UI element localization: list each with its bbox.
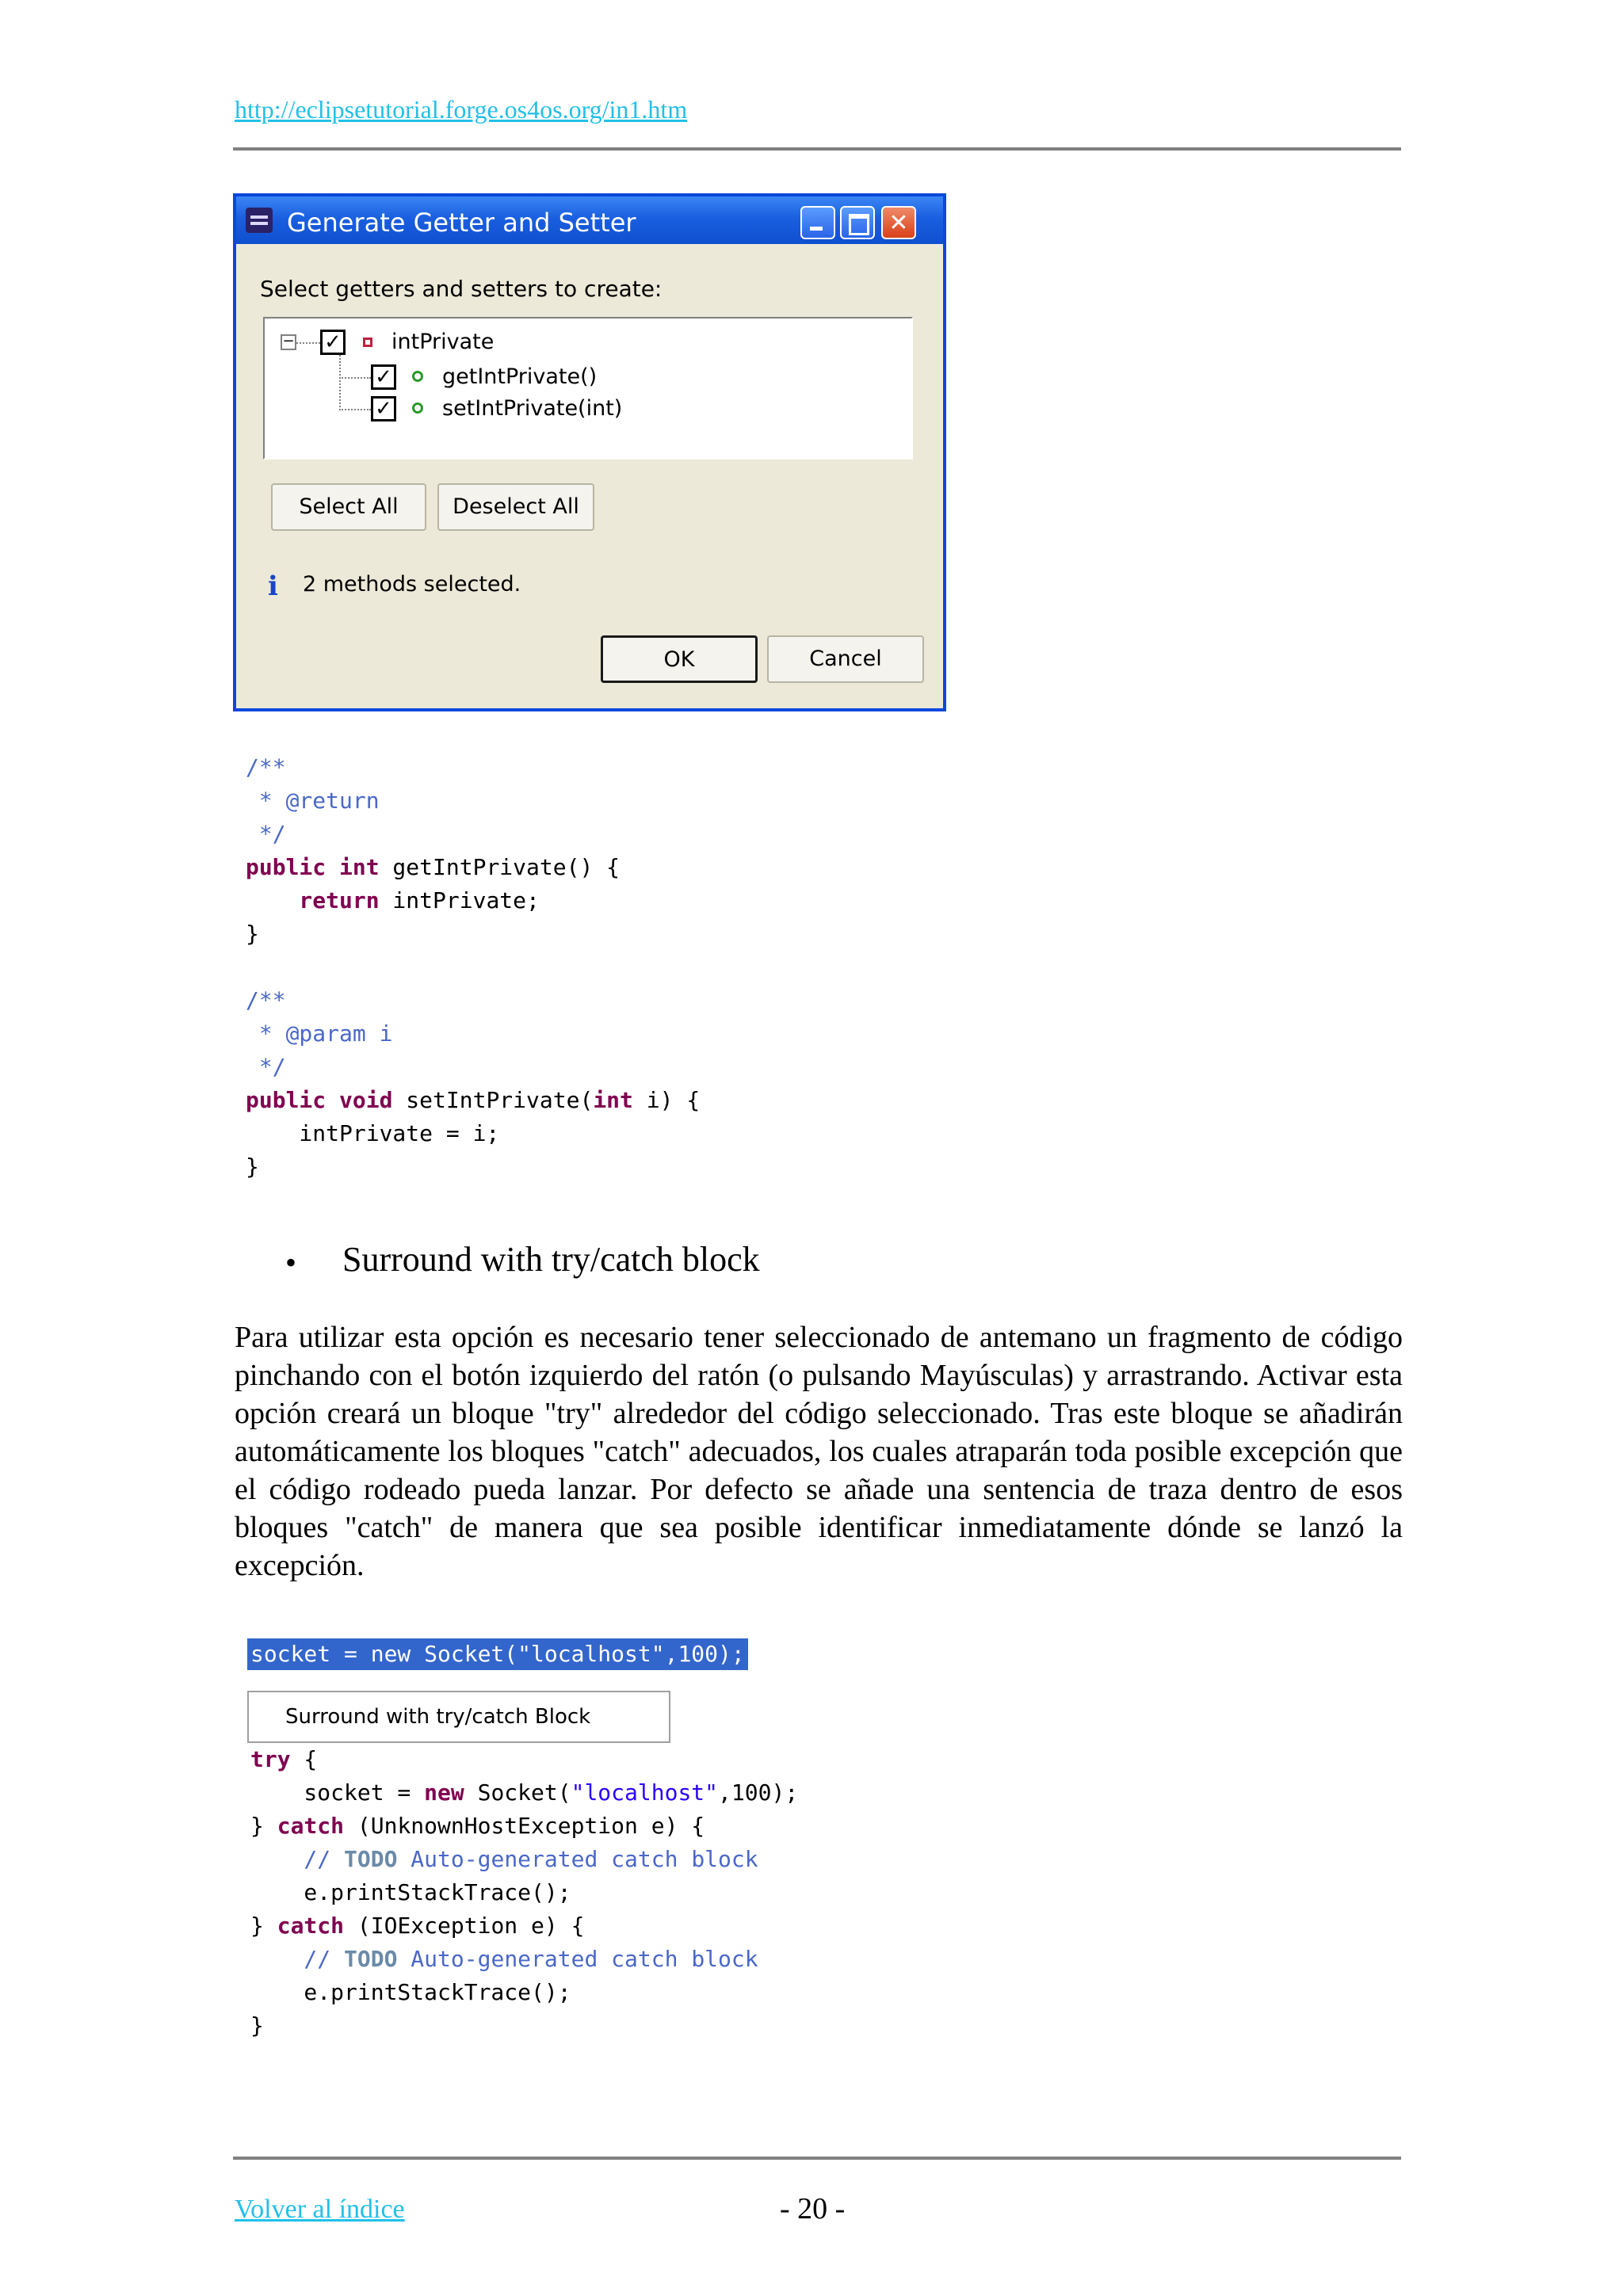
ok-button[interactable]: OK xyxy=(601,635,758,683)
code-keyword: public void xyxy=(246,1087,393,1113)
tree-connector xyxy=(339,409,371,410)
code-line: */ xyxy=(246,1054,286,1080)
info-icon: i xyxy=(268,570,278,602)
code-string: "localhost" xyxy=(571,1779,719,1806)
minimize-button[interactable] xyxy=(800,206,835,239)
code-text: socket = xyxy=(250,1779,425,1806)
cancel-button[interactable]: Cancel xyxy=(767,635,924,683)
tree-connector xyxy=(339,377,371,379)
generated-code xyxy=(246,751,700,1184)
dialog-prompt: Select getters and setters to create: xyxy=(260,276,663,302)
code-line: */ xyxy=(246,821,286,847)
bullet-marker: • xyxy=(285,1245,297,1280)
selected-code-line: socket = new Socket("localhost",100); xyxy=(247,1638,748,1670)
setter-checkbox[interactable]: ✓ xyxy=(371,396,396,421)
code-line: } xyxy=(246,1154,259,1180)
header-rule xyxy=(233,147,1401,151)
code-text: } xyxy=(250,1813,277,1839)
code-todo: TODO xyxy=(344,1946,398,1972)
tree-item-getter[interactable]: getIntPrivate() xyxy=(442,364,598,389)
tree-connector xyxy=(296,342,320,344)
code-keyword: public int xyxy=(246,854,380,880)
code-line: * @return xyxy=(246,788,380,814)
field-icon xyxy=(363,338,372,347)
footer-rule xyxy=(233,2157,1401,2160)
public-method-icon xyxy=(412,402,423,414)
code-text: } xyxy=(250,1913,277,1939)
code-text: intPrivate; xyxy=(379,887,540,913)
bullet-item: Surround with try/catch block xyxy=(342,1240,760,1279)
surround-menu-item[interactable]: Surround with try/catch Block xyxy=(247,1691,670,1743)
select-all-button[interactable]: Select All xyxy=(271,483,426,531)
header-url-link[interactable]: http://eclipsetutorial.forge.os4os.org/in1.htm xyxy=(235,95,688,124)
code-text: ,100); xyxy=(718,1779,799,1806)
code-comment: // xyxy=(250,1946,345,1972)
code-text: (IOException e) { xyxy=(344,1913,585,1939)
public-method-icon xyxy=(412,371,423,382)
code-line: /** xyxy=(246,987,286,1013)
field-checkbox[interactable]: ✓ xyxy=(320,330,346,355)
code-todo: TODO xyxy=(344,1846,398,1872)
code-line: } xyxy=(246,921,259,947)
body-paragraph: Para utilizar esta opción es necesario tener seleccionado de antemano un fragmento de código pinchando con el botón izquierdo del ratón (o pulsando Mayúsculas) y arrastrando. Activar esta opción creará un bloque "try" alrededor del código seleccionado. Tras este bloque se añadirán automáticamente los bloques "catch" adecuados, los cuales atraparán toda posible excepción que el código rodeado pueda lanzar. Por defecto se añade una sentencia de traza dentro de esos bloques "catch" de manera que sea posible identificar inmediatamente dónde se lanzó la excepción. xyxy=(235,1321,1403,1582)
maximize-button[interactable] xyxy=(840,206,875,239)
generate-getter-setter-dialog xyxy=(233,193,946,711)
try-catch-code xyxy=(250,1743,798,2042)
code-keyword: catch xyxy=(277,1913,345,1939)
page-number: - 20 - xyxy=(780,2192,846,2225)
tree-connector xyxy=(339,355,341,410)
code-text: Socket( xyxy=(464,1779,571,1806)
code-comment: Auto-generated catch block xyxy=(397,1846,758,1872)
code-keyword: try xyxy=(250,1746,291,1772)
code-keyword: new xyxy=(424,1779,464,1806)
code-comment: Auto-generated catch block xyxy=(397,1946,758,1972)
code-line: } xyxy=(250,2012,264,2039)
collapse-icon[interactable]: − xyxy=(281,334,296,350)
dialog-title: Generate Getter and Setter xyxy=(287,208,636,238)
code-keyword: catch xyxy=(277,1813,345,1839)
code-line: intPrivate = i; xyxy=(246,1120,500,1146)
tree-item-setter[interactable]: setIntPrivate(int) xyxy=(442,396,623,421)
code-text: i) { xyxy=(632,1087,701,1113)
code-comment: // xyxy=(250,1846,345,1872)
eclipse-icon xyxy=(246,208,273,233)
tree-item-field[interactable]: intPrivate xyxy=(391,330,495,354)
code-line: /** xyxy=(246,754,286,780)
code-text: (UnknownHostException e) { xyxy=(344,1813,705,1839)
deselect-all-button[interactable]: Deselect All xyxy=(437,483,594,531)
code-text: { xyxy=(290,1746,318,1772)
code-keyword: return xyxy=(246,887,380,913)
code-line: e.printStackTrace(); xyxy=(250,1879,571,1905)
code-text: setIntPrivate( xyxy=(392,1087,594,1113)
back-to-index-link[interactable]: Volver al índice xyxy=(235,2195,405,2224)
close-icon: ✕ xyxy=(888,209,909,237)
dialog-titlebar xyxy=(236,196,943,244)
code-line: e.printStackTrace(); xyxy=(250,1979,571,2005)
code-line: * @param i xyxy=(246,1020,393,1047)
code-text: getIntPrivate() { xyxy=(379,854,621,880)
close-button[interactable] xyxy=(881,206,916,239)
code-keyword: int xyxy=(593,1087,633,1113)
getter-checkbox[interactable]: ✓ xyxy=(371,364,396,390)
method-tree[interactable] xyxy=(263,317,913,460)
status-message: 2 methods selected. xyxy=(303,572,521,597)
